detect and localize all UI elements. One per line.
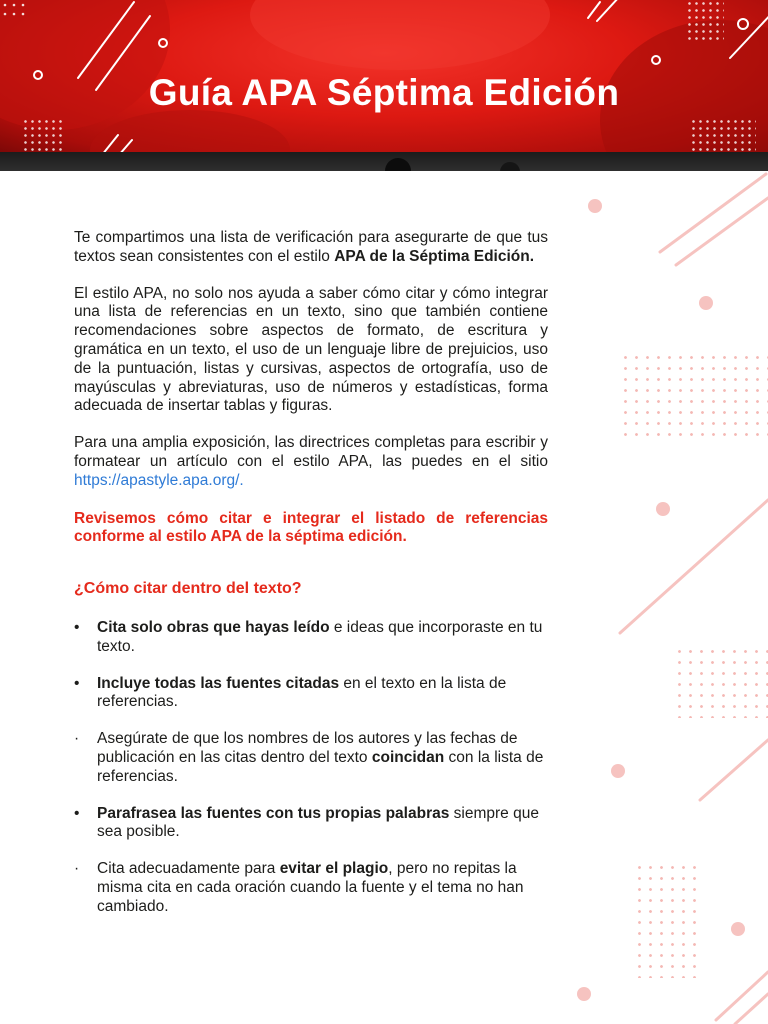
header-bottom-strip [0,152,768,171]
header-banner [0,0,768,152]
side-dot-grid [634,862,698,978]
bullet-icon: • [74,618,80,636]
apa-description-paragraph: El estilo APA, no solo nos ayuda a saber cómo citar y cómo integrar una lista de referencias en un texto, sino que también contiene recomendaciones sobre aspectos de formato, de escritura y gramática en un texto, el uso de un lenguaje libre de prejuicios, uso de la puntuación, listas y cursivas, aspectos de ortografía, uso de mayúsculas y abreviaturas, uso de números y estadísticas, forma adecuada de insertar tablas y figuras. [74,284,548,415]
guidelines-paragraph: Para una amplia exposición, las directrices completas para escribir y formatear un artículo con el estilo APA, las puedes en el sitio https://apastyle.apa.org/. [74,434,548,489]
bullet-icon: · [74,730,80,748]
citation-rules-list [74,619,548,917]
side-dot-grid [620,352,768,442]
page-title: Guía APA Séptima Edición [148,72,620,113]
list-item: • Parafrasea las fuentes con tus propias palabras siempre que sea posible. [74,804,539,841]
banner-dot-grid [690,118,756,152]
bullet-icon: • [74,804,80,822]
side-dot-grid [674,646,768,718]
bullet-icon: • [74,674,80,692]
banner-dot-grid [686,0,724,42]
list-item: · Cita adecuadamente para evitar el plagio, pero no repitas la misma cita en cada oración cuando la fuente y el tema no han cambiado. [74,860,524,915]
banner-dot-grid [22,118,64,152]
list-item: · Asegúrate de que los nombres de los autores y las fechas de publicación en las citas dentro del texto coincidan con la lista de referencias. [74,730,544,785]
highlight-paragraph: Revisemos cómo citar e integrar el listado de referencias conforme al estilo APA de la séptima edición. [74,509,548,546]
apa-style-link[interactable]: https://apastyle.apa.org/. [74,471,244,489]
intro-paragraph: Te compartimos una lista de verificación para asegurarte de que tus textos sean consistentes con el estilo APA de la Séptima Edición. [74,229,548,265]
section-heading: ¿Cómo citar dentro del texto? [74,580,302,598]
list-item: • Cita solo obras que hayas leído e ideas que incorporaste en tu texto. [74,618,543,655]
main-content [74,229,548,935]
bullet-icon: · [74,860,80,878]
list-item: • Incluye todas las fuentes citadas en el texto en la lista de referencias. [74,674,507,711]
